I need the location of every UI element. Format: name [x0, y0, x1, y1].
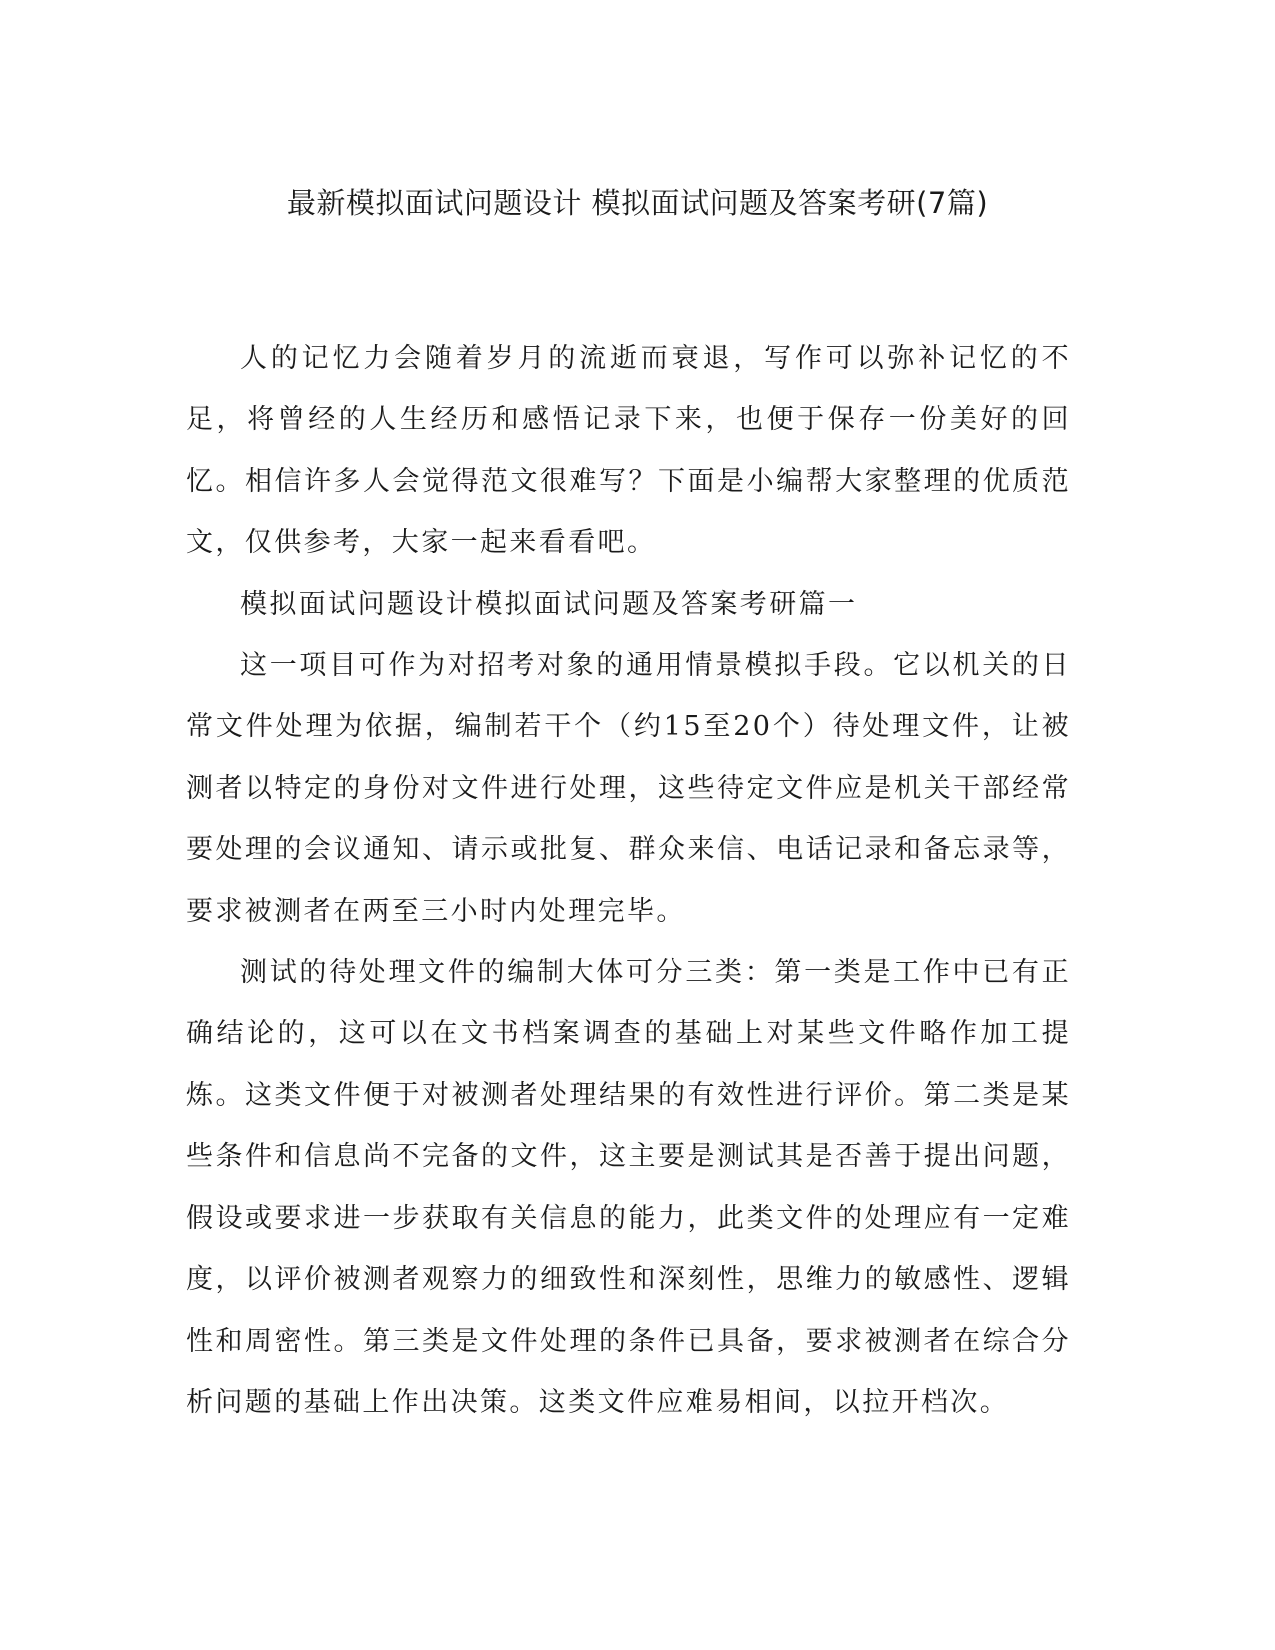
body-paragraph: 这一项目可作为对招考对象的通用情景模拟手段。它以机关的日常文件处理为依据，编制若干个（约15至20个）待处理文件，让被测者以特定的身份对文件进行处理，这些待定文件应是机关干部经常要处理的会议通知、请示或批复、群众来信、电话记录和备忘录等，要求被测者在两至三小时内处理完毕。	[186, 650, 1071, 927]
body-paragraph: 测试的待处理文件的编制大体可分三类：第一类是工作中已有正确结论的，这可以在文书档案调查的基础上对某些文件略作加工提炼。这类文件便于对被测者处理结果的有效性进行评价。第二类是某些条件和信息尚不完备的文件，这主要是测试其是否善于提出问题，假设或要求进一步获取有关信息的能力，此类文件的处理应有一定难度，以评价被测者观察力的细致性和深刻性，思维力的敏感性、逻辑性和周密性。第三类是文件处理的条件已具备，要求被测者在综合分析问题的基础上作出决策。这类文件应难易相间，以拉开档次。	[186, 957, 1071, 1418]
document-title: 最新模拟面试问题设计 模拟面试问题及答案考研(7篇)	[286, 186, 989, 220]
section-heading: 模拟面试问题设计模拟面试问题及答案考研篇一	[240, 588, 858, 620]
intro-paragraph: 人的记忆力会随着岁月的流逝而衰退，写作可以弥补记忆的不足，将曾经的人生经历和感悟记录下来，也便于保存一份美好的回忆。相信许多人会觉得范文很难写？下面是小编帮大家整理的优质范文，仅供参考，大家一起来看看吧。	[186, 343, 1071, 559]
document-body	[186, 328, 1071, 1433]
